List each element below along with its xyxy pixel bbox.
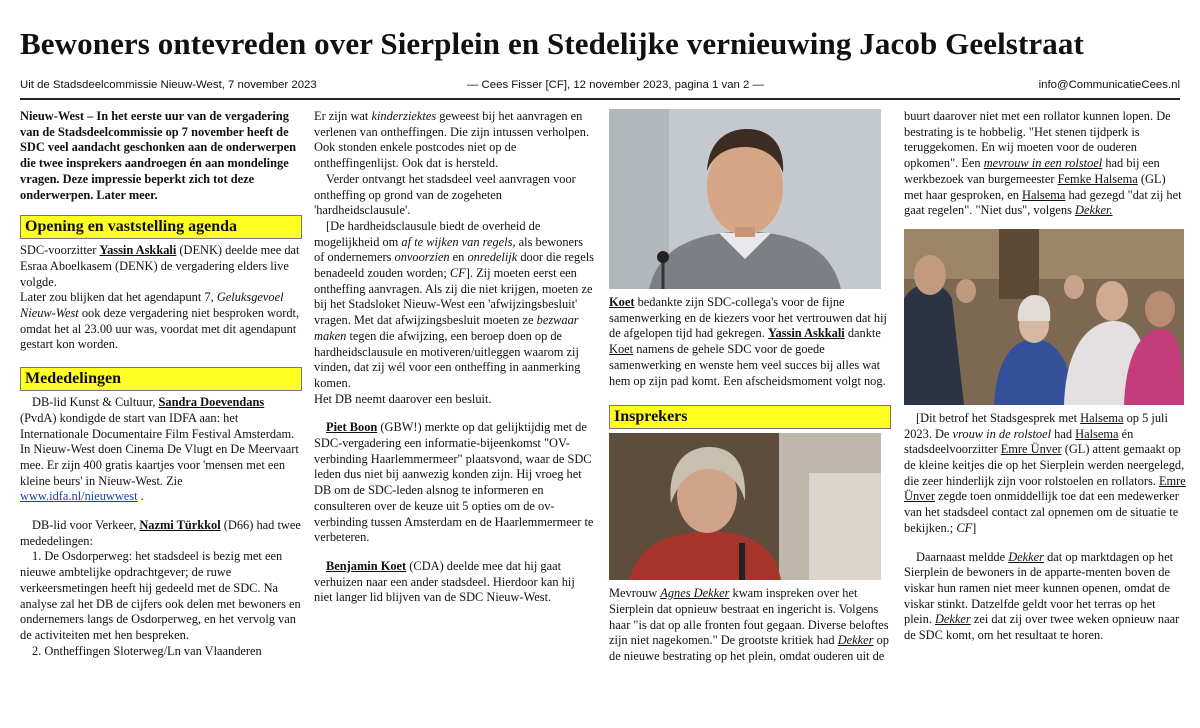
text: namens de gehele SDC voor de goede samenwerking en wenste hem veel succes bij alles wat hem op zijn pad komt. Een afscheidsmoment volgt nog. [609, 342, 886, 388]
text-italic: Geluksgevoel Nieuw-West [20, 290, 284, 321]
intro-paragraph: Nieuw-West – In het eerste uur van de vergadering van de Stadsdeelcommissie op 7 november heeft de SDC veel aandacht geschonken aan de onderwerpen die twee insprekers aandroegen én aan mondelinge vragen. Deze impressie beperkt zich tot deze onderwerpen. Later meer. [20, 109, 297, 202]
text: geweest bij het aanvragen en verlenen van ontheffingen. Die zijn intussen verholpen. Ook stonden enkele postcodes niet op de ontheffingenlijst. Ook dat is hersteld. [314, 109, 590, 171]
paragraph [20, 290, 302, 353]
list-item: 1. De Osdorperweg: het stadsdeel is bezig met een nieuwe ambtelijke opdrachtgever; de ruwe verkeersmetingen heeft hij gedeeld met de SDC. Na analyse zal het DB de cijfers ook delen met bewoners en ondernemers langs de Osdorperweg, en het vervolg van de activiteiten met hen bespreken. [20, 549, 301, 642]
text: én stadsdeelvoorzitter [904, 426, 1134, 457]
text: op 5 juli 2023. De [904, 410, 1168, 441]
person-name: Yassin Askkali [767, 326, 845, 341]
paragraph [904, 411, 1186, 537]
text: dankte [844, 326, 881, 341]
text: SDC-voorzitter [20, 243, 100, 258]
text: tegen die afwijzing, een beroep doen op de hardheidsclausule en motiveren/uitleggen waarom zij vinden, dat zij wél voor een ontheffing in aanmerking komen. [314, 328, 581, 390]
text: . [137, 489, 144, 504]
meta-author: — Cees Fisser [CF], 12 november 2023, pagina 1 van 2 — [467, 79, 764, 91]
paragraph [314, 420, 596, 546]
text: Mevrouw [609, 586, 661, 601]
list-item: 2. Ontheffingen Sloterweg/Ln van Vlaanderen [32, 643, 262, 658]
text-italic: mevrouw in een rolstoel [983, 156, 1103, 171]
text: ]. Zij moeten eerst een ontheffing aanvragen. Als zij die niet krijgen, moeten ze bij het Stadsloket Nieuw-West een 'afwijzingsbesluit' vragen. Met dat afwijzingsbesluit moeten ze [314, 266, 593, 328]
paragraph: Verder ontvangt het stadsdeel veel aanvragen voor ontheffing op grond van de zogeheten 'hardheidsclausule'. [314, 171, 576, 218]
text: (D66) had twee mededelingen: [20, 518, 301, 548]
person-name: Nazmi Türkkol [139, 518, 221, 533]
photo-dekker [609, 433, 881, 580]
text: op de nieuwe bestrating op het plein, omdat ouderen uit de [609, 633, 889, 664]
text: Daarnaast meldde [916, 549, 1009, 564]
paragraph [314, 559, 596, 606]
text: zegde toen onmiddellijk toe dat een medewerker van het stadsdeel contact zal opnemen om de situatie te bekijken.; [904, 489, 1179, 535]
person-name: Koet [609, 295, 635, 309]
text: (DENK) deelde mee dat Esraa Aboelkasem (DENK) de vergadering elders live volgde. [20, 243, 300, 289]
text: ook deze vergadering niet besproken wordt, omdat het al 23.00 uur was, voordat met dit agendapunt gestart kon worden. [20, 306, 300, 352]
person-name: Sandra Doevendans [158, 395, 265, 410]
text-italic: onredelijk [467, 250, 518, 265]
person-name: Halsema [1080, 410, 1124, 425]
text: en [449, 250, 468, 265]
text: (GBW!) merkte op dat gelijktijdig met de SDC-vergadering een informatie-bijeenkomst "OV-verbinding Haarlemmermeer" plaatsvond, waar de SDC leden dus niet bij aanwezig konden zijn. Hij vroeg het DB om de SDC-leden alsnog te informeren en consulteren over de keuze uit 5 opties om de ov-verbinding tussen Amsterdam en de Haarlemmermeer te verbeteren. [314, 420, 594, 545]
text: [De hardheidsclausule biedt de overheid de mogelijkheid om [314, 218, 541, 249]
paragraph: Het DB neemt daarover een besluit. [314, 391, 492, 406]
person-name: Halsema [1075, 426, 1119, 441]
person-name: Dekker [837, 633, 874, 648]
text: , als bewoners of ondernemers [314, 234, 583, 265]
idfa-link[interactable]: www.idfa.nl/nieuwwest [20, 489, 138, 504]
text: buurt daarover niet met een rollator kunnen lopen. De bestrating is te hobbelig. "Het stenen tijdperk is teruggekomen. En wij moeten voor de ouderen opkomen". Een [904, 109, 1171, 171]
paragraph [20, 518, 302, 549]
text-italic: af te wijken van regels [401, 234, 513, 249]
headline: Bewoners ontevreden over Sierplein en Stedelijke vernieuwing Jacob Geelstraat [20, 26, 1084, 61]
text: zei dat zij over twee weken opnieuw naar de SDC komt, om het resultaat te horen. [904, 612, 1180, 643]
person-name: Dekker [934, 612, 971, 627]
paragraph [20, 243, 302, 290]
text: had [1051, 426, 1076, 441]
portrait-man-image [609, 109, 881, 289]
column-4 [904, 109, 1186, 644]
portrait-woman-image [609, 433, 881, 580]
text-italic: bezwaar maken [314, 313, 579, 343]
person-name: Agnes Dekker [660, 586, 730, 601]
column-3 [609, 109, 891, 665]
paragraph [314, 109, 596, 172]
section-heading-mededelingen: Mededelingen [20, 367, 302, 391]
text: DB-lid Kunst & Cultuur, [32, 395, 159, 410]
paragraph [609, 586, 891, 665]
text: (CDA) deelde mee dat hij gaat verhuizen naar een ander stadsdeel. Hierdoor kan hij niet langer lid blijven van de SDC Nieuw-West. [314, 558, 575, 605]
text: Later zou blijken dat het agendapunt 7, [20, 290, 217, 305]
column-1 [20, 109, 302, 659]
text-italic: vrouw in de rolstoel [952, 426, 1052, 441]
text-italic: CF [956, 520, 973, 535]
person-name: Dekker. [1075, 203, 1113, 218]
person-name: Koet [609, 342, 634, 357]
person-name: Femke Halsema [1057, 171, 1138, 186]
person-name: Piet Boon [326, 420, 378, 435]
meeting-crowd-image [904, 229, 1184, 405]
text: (GL) met haar gesproken, en [904, 171, 1166, 202]
photo-meeting [904, 229, 1184, 405]
text-italic: kinderziektes [371, 109, 437, 123]
header-rule [20, 98, 1180, 100]
person-name: Yassin Askkali [99, 243, 177, 258]
text-italic: onvoorzien [394, 250, 450, 265]
text: kwam inspreken over het Sierplein dat opnieuw bestraat en ingericht is. Volgens haar "is dat op alle fronten fout gegaan. Diverse beloftes zijn niet nagekomen." De grootste kritiek had [609, 586, 889, 648]
meta-row [20, 79, 1180, 97]
person-name: Halsema [1022, 187, 1066, 202]
paragraph [314, 219, 596, 392]
section-heading-opening: Opening en vaststelling agenda [20, 215, 302, 239]
text: had gezegd "dat zij het gaat regelen". "Niet dus", volgens [904, 187, 1182, 218]
text: had bij een werkbezoek van burgemeester [904, 156, 1160, 186]
text: ] [972, 520, 977, 535]
paragraph [20, 395, 302, 505]
meta-email[interactable]: info@CommunicatieCees.nl [1038, 79, 1180, 91]
text: Er zijn wat [314, 109, 372, 123]
paragraph [904, 109, 1186, 219]
section-heading-insprekers: Insprekers [609, 405, 891, 429]
text: DB-lid voor Verkeer, [32, 518, 140, 533]
column-2 [314, 109, 596, 606]
text: bedankte zijn SDC-collega's voor de fijne samenwerking en de kiezers voor het vertrouwen dat hij de afgelopen tijd had gekregen. [609, 295, 888, 341]
person-name: Dekker [1008, 549, 1044, 564]
text: (GL) attent gemaakt op de kleine keitjes die op het Sierplein werden neergelegd, die zeer hinderlijk zijn voor rolstoelen en rollators. [904, 442, 1185, 488]
paragraph [904, 550, 1186, 644]
person-name: Emre Ünver [904, 473, 1186, 504]
meta-source: Uit de Stadsdeelcommissie Nieuw-West, 7 november 2023 [20, 79, 317, 91]
text: (PvdA) kondigde de start van IDFA aan: het Internationale Documentaire Film Festival Amsterdam. In Nieuw-West doen Cinema De Vlugt en De Meervaart mee. Er zijn 400 gratis kaartjes voor 'mensen met een kleine beurs' in Nieuw-West. Zie [20, 410, 299, 488]
paragraph [609, 295, 891, 389]
text-italic: CF [449, 266, 466, 281]
text: dat op marktdagen op het Sierplein de bewoners in de apparte-menten boven de viskar hun ramen niet meer kunnen openen, omdat de viskar stinkt. Datzelfde geldt voor het terras op het plein. [904, 549, 1174, 627]
person-name: Emre Ünver [1000, 442, 1062, 457]
text: door die regels benadeeld zouden worden; [314, 250, 594, 281]
person-name: Benjamin Koet [326, 558, 407, 573]
photo-koet [609, 109, 881, 289]
text: [Dit betrof het Stadsgesprek met [916, 410, 1081, 425]
